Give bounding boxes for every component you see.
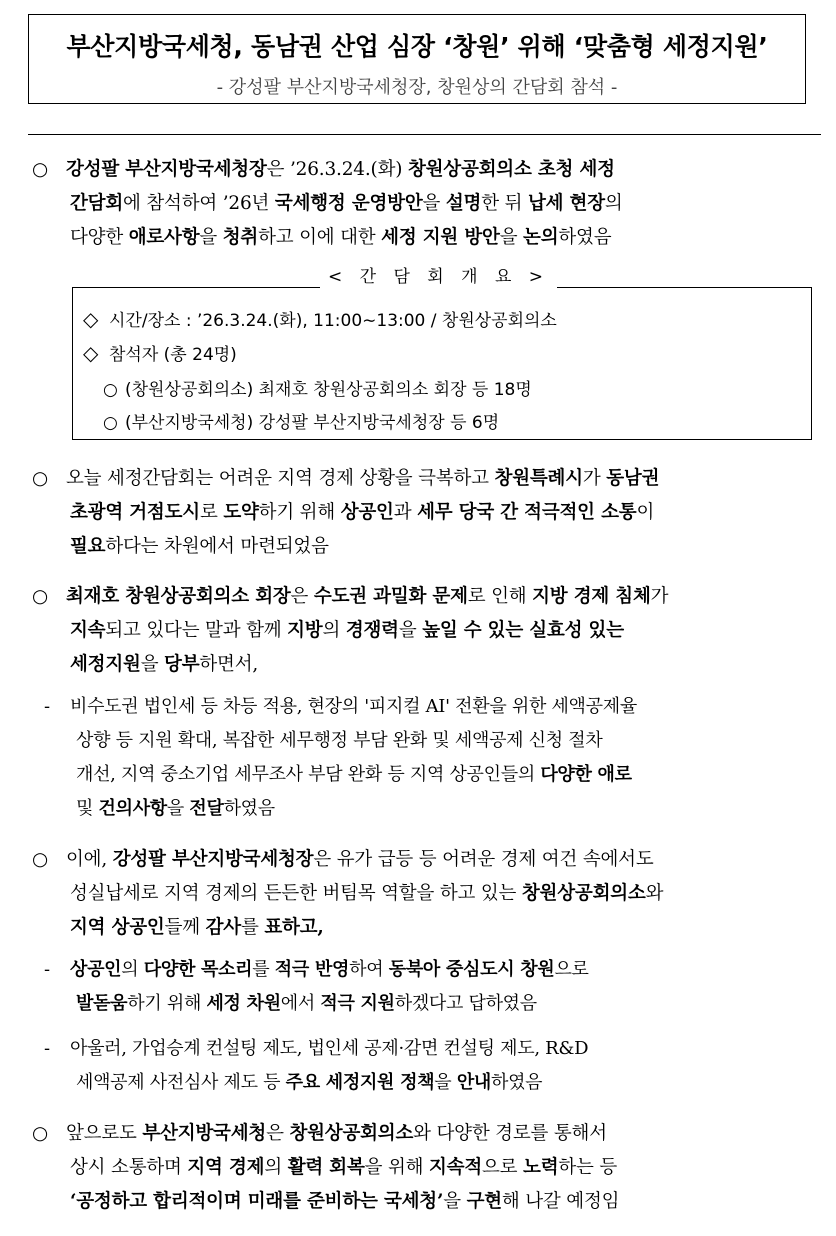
dash-item-2 — [44, 953, 814, 1021]
paragraph-line — [32, 877, 812, 911]
bold-text: 애로사항 — [128, 227, 200, 248]
body-text: 와 — [645, 883, 664, 904]
body-text: 하기 위해 — [127, 993, 207, 1014]
body-text: 을 — [166, 798, 190, 819]
paragraph-5 — [32, 1117, 812, 1219]
paragraph-line — [32, 221, 812, 255]
body-text: 세액공제 사전심사 제도 등 — [76, 1072, 286, 1093]
body-text: 하는 등 — [558, 1157, 618, 1178]
body-text: 하였음 — [491, 1072, 543, 1093]
time-place-text: 시간/장소 : ’26.3.24.(화), 11:00∼13:00 / 창원상공회의소 — [109, 311, 557, 331]
paragraph-line — [44, 792, 814, 826]
paragraph-line — [32, 614, 812, 648]
body-text: 앞으로도 — [66, 1123, 143, 1144]
diamond-icon: ◇ — [83, 307, 99, 331]
paragraph-line — [44, 724, 814, 758]
body-text: 로 인해 — [467, 586, 533, 607]
body-text: 및 — [76, 798, 99, 819]
bold-text: 동남권 — [606, 468, 660, 489]
bold-text: 높일 수 있는 실효성 있는 — [422, 620, 624, 641]
bold-text: 수도권 과밀화 문제 — [313, 586, 468, 607]
paragraph-line — [32, 187, 812, 221]
dash-item-1 — [44, 690, 814, 826]
overview-title: < 간 담 회 개 요 > — [320, 263, 557, 291]
bold-text: 국세행정 운영방안 — [274, 193, 423, 214]
paragraph-line — [66, 159, 615, 180]
bold-text: 주요 세정지원 정책 — [285, 1072, 435, 1093]
bold-text: 다양한 목소리 — [143, 959, 253, 980]
paragraph-3 — [32, 580, 812, 682]
body-text: 를 — [240, 917, 265, 938]
paragraph-line — [66, 468, 659, 489]
bold-text: 상공인 — [340, 502, 394, 523]
body-text: 하여 — [349, 959, 389, 980]
bold-text: 상공인 — [70, 959, 122, 980]
paragraph-4 — [32, 843, 812, 945]
body-text: 을 — [199, 227, 223, 248]
paragraph-line — [32, 496, 812, 530]
body-text: 개선, 지역 중소기업 세무조사 부담 완화 등 지역 상공인들의 — [76, 764, 541, 785]
body-text: 은 — [266, 1123, 290, 1144]
body-text: 을 — [443, 1191, 467, 1212]
paragraph-2 — [32, 462, 812, 564]
body-text: 와 다양한 경로를 통해서 — [413, 1123, 607, 1144]
paragraph-1 — [32, 153, 812, 255]
bold-text: 세정 차원 — [206, 993, 281, 1014]
overview-attendee-2 — [103, 408, 499, 433]
paragraph-line — [70, 696, 637, 717]
body-text: 에 참석하여 ’26년 — [123, 193, 275, 214]
bold-text: 강성팔 부산지방국세청장 — [66, 159, 267, 180]
overview-attendees — [83, 340, 237, 365]
body-text: 을 — [140, 654, 165, 675]
bullet-circle: ○ — [32, 159, 48, 180]
title-box — [28, 14, 806, 104]
body-text: 성실납세로 지역 경제의 든든한 버팀목 역할을 하고 있는 — [70, 883, 522, 904]
body-text: 으로 — [482, 1157, 524, 1178]
bold-text: 설명 — [445, 193, 482, 214]
bold-text: 다양한 애로 — [540, 764, 632, 785]
paragraph-line — [66, 586, 668, 607]
bold-text: 동북아 중심도시 창원 — [388, 959, 555, 980]
body-text: 의 — [322, 620, 346, 641]
body-text: 을 — [434, 1072, 457, 1093]
paragraph-line — [32, 1185, 812, 1219]
bold-text: 당부 — [164, 654, 200, 675]
bullet-circle: ○ — [103, 380, 118, 400]
bold-text: 적극 지원 — [320, 993, 395, 1014]
bold-text: 활력 회복 — [287, 1157, 365, 1178]
divider — [28, 134, 821, 135]
body-text: 을 — [398, 620, 423, 641]
body-text: 들께 — [164, 917, 206, 938]
paragraph-line — [32, 911, 812, 945]
body-text: 이에, — [66, 849, 113, 870]
paragraph-line — [32, 648, 812, 682]
bold-text: 적극 반영 — [274, 959, 350, 980]
paragraph-line — [70, 959, 589, 980]
bold-text: 발돋움 — [76, 993, 128, 1014]
body-text: 가 — [582, 468, 607, 489]
dash-bullet: - — [44, 959, 50, 980]
body-text: 하면서, — [199, 654, 259, 675]
body-text: 해 나갈 예정임 — [501, 1191, 620, 1212]
paragraph-line — [44, 987, 814, 1021]
bold-text: 창원특례시 — [494, 468, 583, 489]
body-text: 비수도권 법인세 등 차등 적용, 현장의 '피지컬 AI' 전환을 위한 세액공제율 — [70, 696, 637, 717]
dash-bullet: - — [44, 696, 50, 717]
body-text: 하였음 — [223, 798, 275, 819]
overview-time-place — [83, 306, 557, 331]
bold-text: 지방 경제 침체 — [532, 586, 651, 607]
body-text: 의 — [264, 1157, 288, 1178]
body-text: 은 — [290, 586, 314, 607]
body-text: 하다는 차원에서 마련되었음 — [105, 536, 329, 557]
body-text: 다양한 — [70, 227, 129, 248]
body-text: 상시 소통하며 — [70, 1157, 188, 1178]
bold-text: 창원상공회의소 — [521, 883, 646, 904]
body-text: 하고 이에 대한 — [258, 227, 382, 248]
body-text: 을 — [499, 227, 524, 248]
body-text: 은 유가 급등 등 어려운 경제 여건 속에서도 — [313, 849, 654, 870]
bold-text: 지역 경제 — [187, 1157, 265, 1178]
body-text: 가 — [650, 586, 669, 607]
dash-bullet: - — [44, 1038, 50, 1059]
bold-text: 납세 현장 — [527, 193, 605, 214]
body-text: 로 — [199, 502, 224, 523]
body-text: 하기 위해 — [258, 502, 341, 523]
overview-box — [72, 287, 812, 440]
bold-text: ‘공정하고 합리적이며 미래를 준비하는 국세청’ — [70, 1191, 444, 1212]
paragraph-line — [44, 758, 814, 792]
bullet-circle: ○ — [32, 586, 48, 607]
bullet-circle: ○ — [32, 468, 48, 489]
body-text: 하였음 — [558, 227, 612, 248]
body-text: 의 — [121, 959, 144, 980]
paragraph-line — [66, 1123, 607, 1144]
bullet-circle: ○ — [32, 1123, 48, 1144]
diamond-icon: ◇ — [83, 341, 99, 365]
body-text: 오늘 세정간담회는 어려운 지역 경제 상황을 극복하고 — [66, 468, 495, 489]
bullet-circle: ○ — [32, 849, 48, 870]
body-text: 으로 — [554, 959, 589, 980]
bold-text: 지방 — [287, 620, 323, 641]
bold-text: 지역 상공인 — [70, 917, 165, 938]
body-text: 한 뒤 — [481, 193, 528, 214]
bold-text: 세무 당국 간 적극적인 소통 — [417, 502, 637, 523]
bold-text: 노력 — [523, 1157, 559, 1178]
body-text: 를 — [252, 959, 275, 980]
paragraph-line — [70, 1038, 588, 1059]
bold-text: 부산지방국세청 — [142, 1123, 267, 1144]
body-text: 상향 등 지원 확대, 복잡한 세무행정 부담 완화 및 세액공제 신청 절차 — [76, 730, 603, 751]
bold-text: 경쟁력 — [345, 620, 399, 641]
bold-text: 세정 지원 방안 — [381, 227, 500, 248]
bold-text: 초광역 거점도시 — [70, 502, 200, 523]
body-text: 이 — [636, 502, 655, 523]
bold-text: 지속적 — [429, 1157, 483, 1178]
bold-text: 강성팔 부산지방국세청장 — [112, 849, 314, 870]
bold-text: 청취 — [222, 227, 259, 248]
bold-text: 필요 — [70, 536, 106, 557]
bold-text: 최재호 창원상공회의소 회장 — [66, 586, 291, 607]
bold-text: 논의 — [523, 227, 559, 248]
bullet-circle: ○ — [103, 413, 118, 433]
paragraph-line — [44, 1066, 814, 1100]
body-text: 을 — [422, 193, 446, 214]
paragraph-line — [66, 849, 654, 870]
body-text: 과 — [393, 502, 418, 523]
paragraph-line — [32, 530, 812, 564]
body-text: 을 위해 — [364, 1157, 429, 1178]
body-text: 은 ’26.3.24.(화) — [266, 159, 408, 180]
bold-text: 간담회 — [70, 193, 124, 214]
attendee-1-text: (창원상공회의소) 최재호 창원상공회의소 회장 등 18명 — [125, 380, 532, 400]
paragraph-line — [32, 1151, 812, 1185]
attendees-text: 참석자 (총 24명) — [109, 345, 237, 365]
bold-text: 지속 — [70, 620, 106, 641]
bold-text: 안내 — [456, 1072, 491, 1093]
dash-item-3 — [44, 1032, 814, 1100]
bold-text: 감사 — [205, 917, 241, 938]
body-text: 에서 — [280, 993, 321, 1014]
bold-text: 구현 — [466, 1191, 502, 1212]
body-text: 의 — [604, 193, 623, 214]
bold-text: 도약 — [223, 502, 259, 523]
attendee-2-text: (부산지방국세청) 강성팔 부산지방국세청장 등 6명 — [125, 413, 500, 433]
bold-text: 전달 — [189, 798, 224, 819]
page-title: 부산지방국세청, 동남권 산업 심장 ‘창원’ 위해 ‘맞춤형 세정지원’ — [66, 32, 768, 61]
page-subtitle: - 강성팔 부산지방국세청장, 창원상의 간담회 참석 - — [216, 77, 618, 98]
body-text: 하겠다고 답하였음 — [394, 993, 537, 1014]
bold-text: 창원상공회의소 — [289, 1123, 414, 1144]
overview-attendee-1 — [103, 375, 532, 400]
body-text: 아울러, 가업승계 컨설팅 제도, 법인세 공제·감면 컨설팅 제도, R&D — [70, 1038, 589, 1059]
bold-text: 세정지원 — [70, 654, 141, 675]
bold-text: 건의사항 — [98, 798, 167, 819]
bold-text: 창원상공회의소 초청 세정 — [407, 159, 615, 180]
bold-text: 표하고, — [264, 917, 324, 938]
body-text: 되고 있다는 말과 함께 — [105, 620, 288, 641]
